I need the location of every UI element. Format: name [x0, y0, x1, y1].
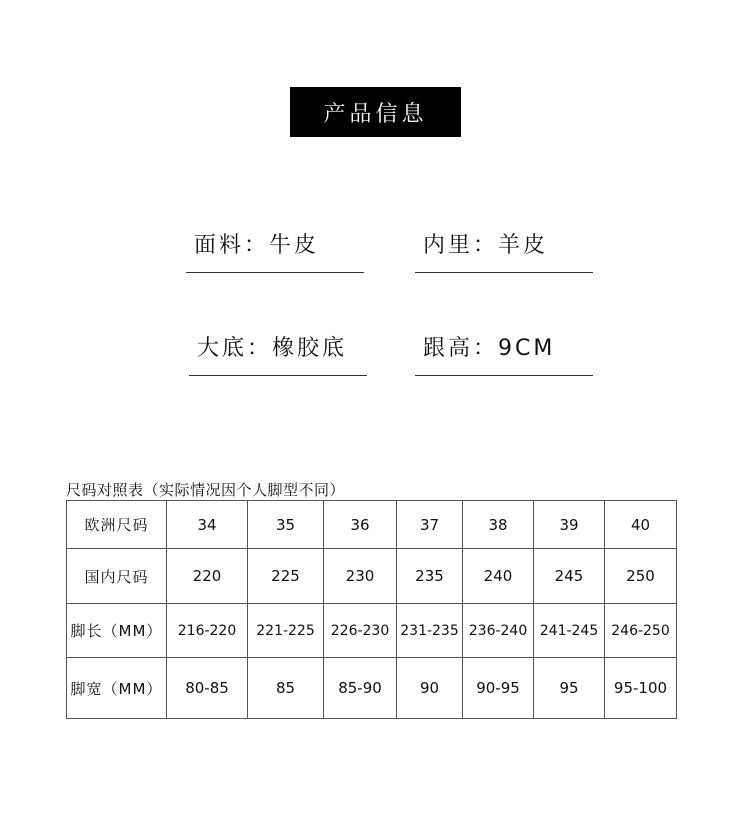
row-header: 欧洲尺码: [67, 501, 167, 549]
attr-heel-text: 跟高：9CM: [423, 336, 556, 361]
table-cell: 35: [248, 501, 324, 549]
table-cell: 240: [463, 549, 534, 604]
table-cell: 235: [397, 549, 463, 604]
table-cell: 236-240: [463, 604, 534, 658]
table-row: [67, 501, 677, 549]
table-cell: 95-100: [605, 658, 677, 719]
table-cell: 95: [534, 658, 605, 719]
table-cell: 34: [167, 501, 248, 549]
table-cell: 250: [605, 549, 677, 604]
attr-lining-text: 内里：羊皮: [423, 233, 549, 258]
table-cell: 38: [463, 501, 534, 549]
table-cell: 241-245: [534, 604, 605, 658]
table-row: [67, 549, 677, 604]
product-info-title: [290, 87, 461, 137]
attr-material-text: 面料：牛皮: [194, 233, 320, 258]
table-cell: 216-220: [167, 604, 248, 658]
row-header: 国内尺码: [67, 549, 167, 604]
attr-lining: [415, 229, 593, 273]
table-cell: 245: [534, 549, 605, 604]
table-cell: 226-230: [324, 604, 397, 658]
attr-material-underline: [186, 272, 364, 273]
table-cell: 40: [605, 501, 677, 549]
row-header: 脚宽（MM）: [67, 658, 167, 719]
table-cell: 90: [397, 658, 463, 719]
attr-heel: [415, 332, 593, 376]
table-cell: 220: [167, 549, 248, 604]
attr-sole-underline: [189, 375, 367, 376]
table-cell: 246-250: [605, 604, 677, 658]
table-row: [67, 604, 677, 658]
attr-heel-underline: [415, 375, 593, 376]
table-cell: 90-95: [463, 658, 534, 719]
product-info-title-text: 产品信息: [323, 101, 428, 127]
size-table: [66, 500, 677, 719]
table-row: [67, 658, 677, 719]
table-cell: 231-235: [397, 604, 463, 658]
table-cell: 85-90: [324, 658, 397, 719]
table-cell: 221-225: [248, 604, 324, 658]
row-header: 脚长（MM）: [67, 604, 167, 658]
table-cell: 85: [248, 658, 324, 719]
table-cell: 225: [248, 549, 324, 604]
size-table-caption: 尺码对照表（实际情况因个人脚型不同）: [66, 481, 346, 499]
table-cell: 80-85: [167, 658, 248, 719]
attr-material: [186, 229, 364, 273]
attr-lining-underline: [415, 272, 593, 273]
attr-sole: [189, 332, 367, 376]
table-cell: 37: [397, 501, 463, 549]
table-cell: 230: [324, 549, 397, 604]
attr-sole-text: 大底：橡胶底: [197, 336, 348, 361]
table-cell: 36: [324, 501, 397, 549]
table-cell: 39: [534, 501, 605, 549]
